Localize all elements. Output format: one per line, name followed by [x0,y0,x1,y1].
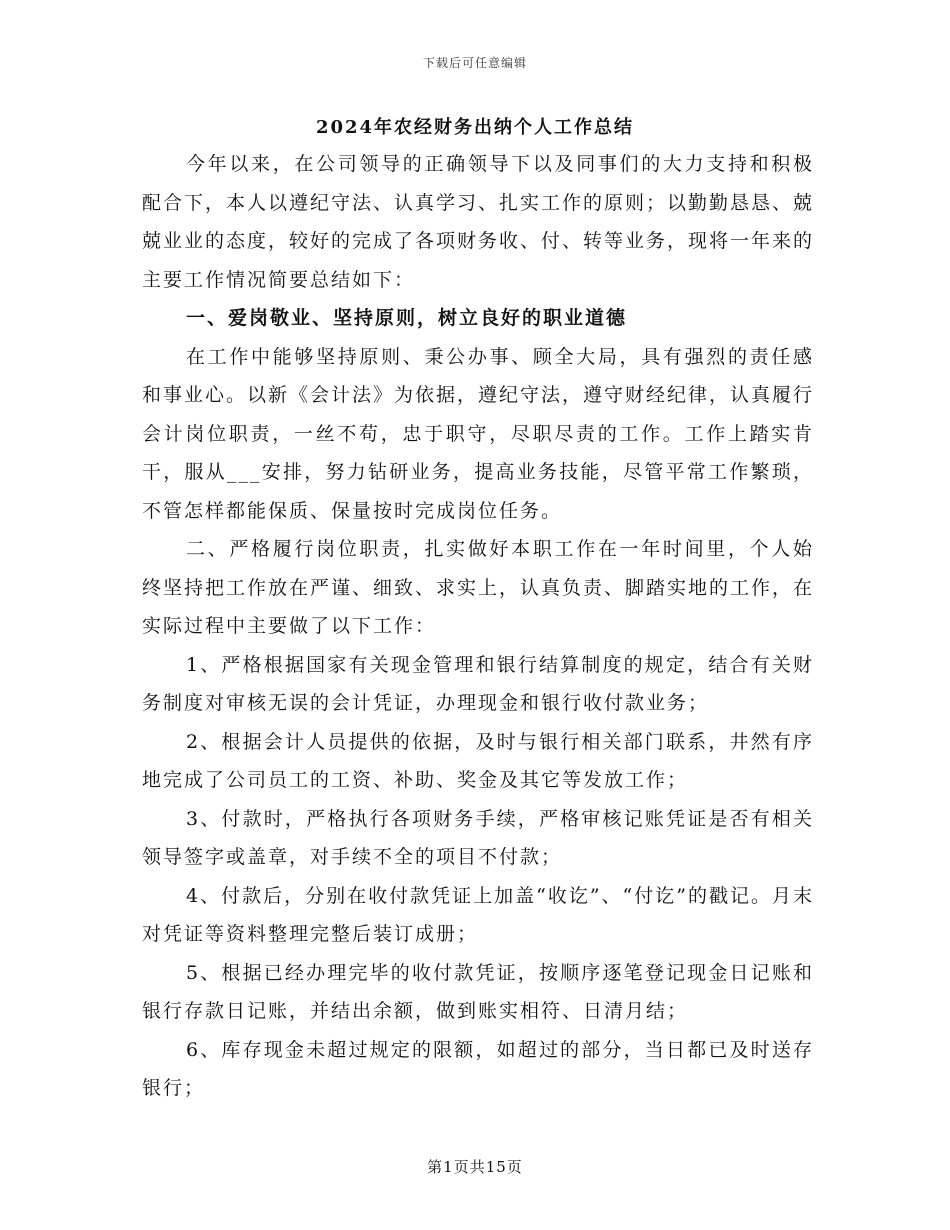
page-number-footer: 第1页共15页 [427,1158,523,1176]
section-1-paragraph: 在工作中能够坚持原则、秉公办事、顾全大局，具有强烈的责任感和事业心。以新《会计法》为依据，遵纪守法，遵守财经纪律，认真履行会计岗位职责，一丝不苟，忠于职守，尽职尽责的工作。工作上踏实肯干，服从___安排，努力钻研业务，提高业务技能，尽管平常工作繁琐，不管怎样都能保质、保量按时完成岗位任务。 [142,345,815,522]
header-note: 下载后可任意编辑 [422,56,527,70]
list-item-2: 2、根据会计人员提供的依据，及时与银行相关部门联系，井然有序地完成了公司员工的工资、补助、奖金及其它等发放工作； [142,730,814,791]
list-item-6: 6、库存现金未超过规定的限额，如超过的部分，当日都已及时送存银行； [142,1038,814,1099]
document-body [142,145,814,1108]
section-2-paragraph: 二、严格履行岗位职责，扎实做好本职工作在一年时间里，个人始终坚持把工作放在严谨、细致、求实上，认真负责、脚踏实地的工作，在实际过程中主要做了以下工作： [142,538,815,637]
list-item-1: 1、严格根据国家有关现金管理和银行结算制度的规定，结合有关财务制度对审核无误的会计凭证，办理现金和银行收付款业务； [142,653,814,714]
list-item-4: 4、付款后，分别在收付款凭证上加盖“收讫”、“付讫”的戳记。月末对凭证等资料整理完整后装订成册； [142,884,814,945]
list-item-5: 5、根据已经办理完毕的收付款凭证，按顺序逐笔登记现金日记账和银行存款日记账，并结出余额，做到账实相符、日清月结； [142,961,814,1022]
section-heading-1: 一、爱岗敬业、坚持原则，树立良好的职业道德 [186,307,628,329]
document-title: 2024年农经财务出纳个人工作总结 [315,117,635,138]
intro-paragraph: 今年以来，在公司领导的正确领导下以及同事们的大力支持和积极配合下，本人以遵纪守法、认真学习、扎实工作的原则；以勤勤恳恳、兢兢业业的态度，较好的完成了各项财务收、付、转等业务，现将一年来的主要工作情况简要总结如下： [142,153,815,291]
list-item-3: 3、付款时，严格执行各项财务手续，严格审核记账凭证是否有相关领导签字或盖章，对手续不全的项目不付款； [142,807,814,868]
